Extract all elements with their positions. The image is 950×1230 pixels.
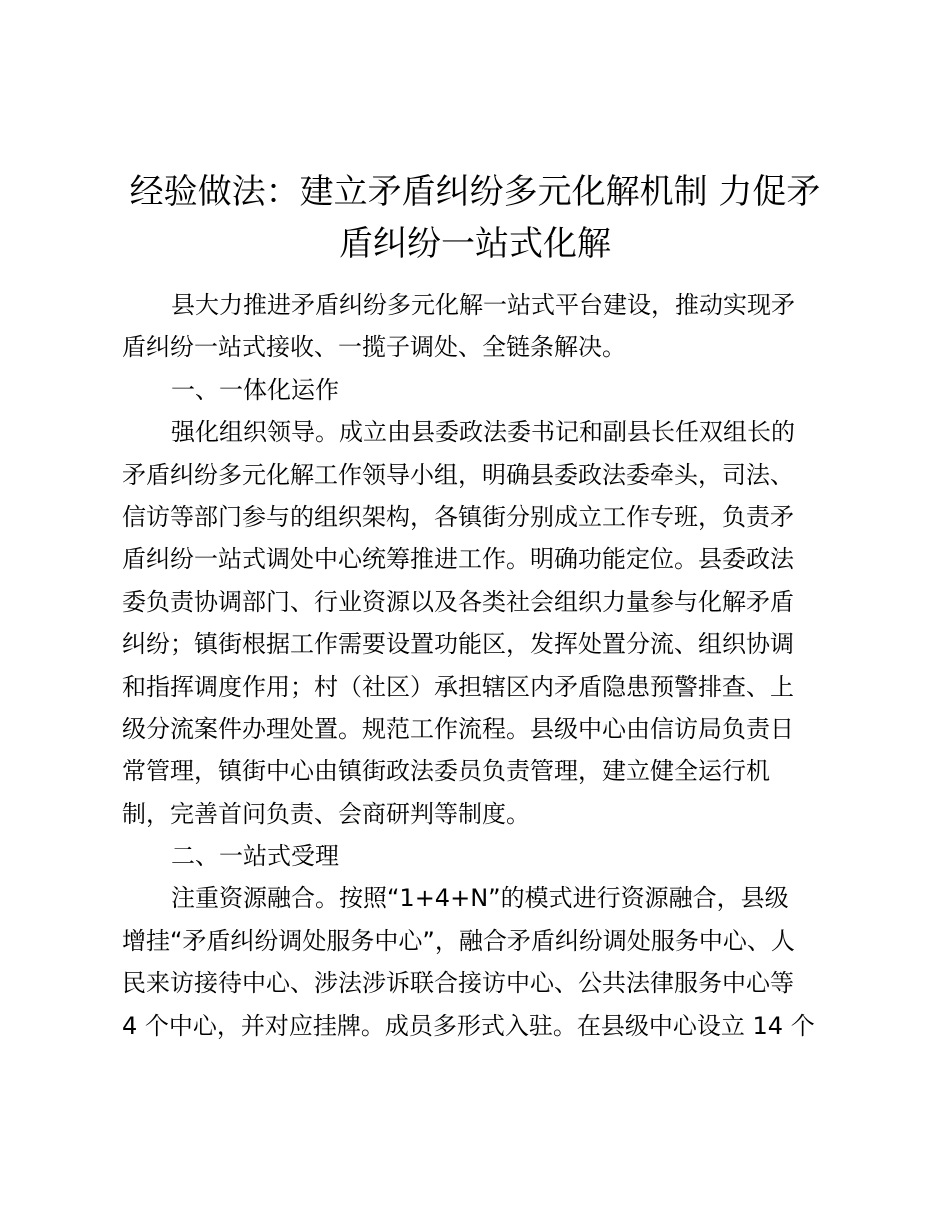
- paragraph-line: 4 个中心，并对应挂牌。成员多形式入驻。在县级中心设立 14 个: [122, 1011, 815, 1040]
- document-body: [122, 284, 832, 1047]
- paragraph-line: 注重资源融合。按照“1+4+N”的模式进行资源融合，县级: [171, 884, 789, 913]
- paragraph-line: 委负责协调部门、行业资源以及各类社会组织力量参与化解矛盾: [122, 587, 794, 616]
- section-heading-1: 一、一体化运作: [171, 375, 339, 404]
- paragraph-line: 纠纷；镇街根据工作需要设置功能区，发挥处置分流、组织协调: [122, 630, 794, 659]
- paragraph-line: 增挂“矛盾纠纷调处服务中心”，融合矛盾纠纷调处服务中心、人: [122, 926, 795, 955]
- paragraph-line: 和指挥调度作用；村（社区）承担辖区内矛盾隐患预警排查、上: [122, 672, 794, 701]
- paragraph-intro-line-1: 县大力推进矛盾纠纷多元化解一站式平台建设，推动实现矛: [171, 291, 795, 319]
- paragraph-line: 民来访接待中心、涉法涉诉联合接访中心、公共法律服务中心等: [122, 969, 794, 998]
- section-heading-2: 二、一站式受理: [171, 842, 339, 871]
- title-line-2: 盾纠纷一站式化解: [339, 224, 611, 264]
- paragraph-line: 常管理，镇街中心由镇街政法委员负责管理，建立健全运行机: [122, 757, 770, 786]
- title-line-1: 经验做法：建立矛盾纠纷多元化解机制 力促矛: [129, 172, 821, 212]
- paragraph-line: 强化组织领导。成立由县委政法委书记和副县长任双组长的: [171, 418, 795, 447]
- paragraph-line: 级分流案件办理处置。规范工作流程。县级中心由信访局负责日: [122, 714, 794, 743]
- paragraph-line: 矛盾纠纷多元化解工作领导小组，明确县委政法委牵头，司法、: [122, 460, 794, 489]
- paragraph-line: 制，完善首问负责、会商研判等制度。: [122, 799, 530, 828]
- paragraph-line: 盾纠纷一站式调处中心统筹推进工作。明确功能定位。县委政法: [122, 545, 794, 574]
- document-title: [110, 166, 840, 270]
- paragraph-line: 信访等部门参与的组织架构，各镇街分别成立工作专班，负责矛: [122, 502, 794, 531]
- paragraph-intro-line-2: 盾纠纷一站式接收、一揽子调处、全链条解决。: [122, 333, 626, 362]
